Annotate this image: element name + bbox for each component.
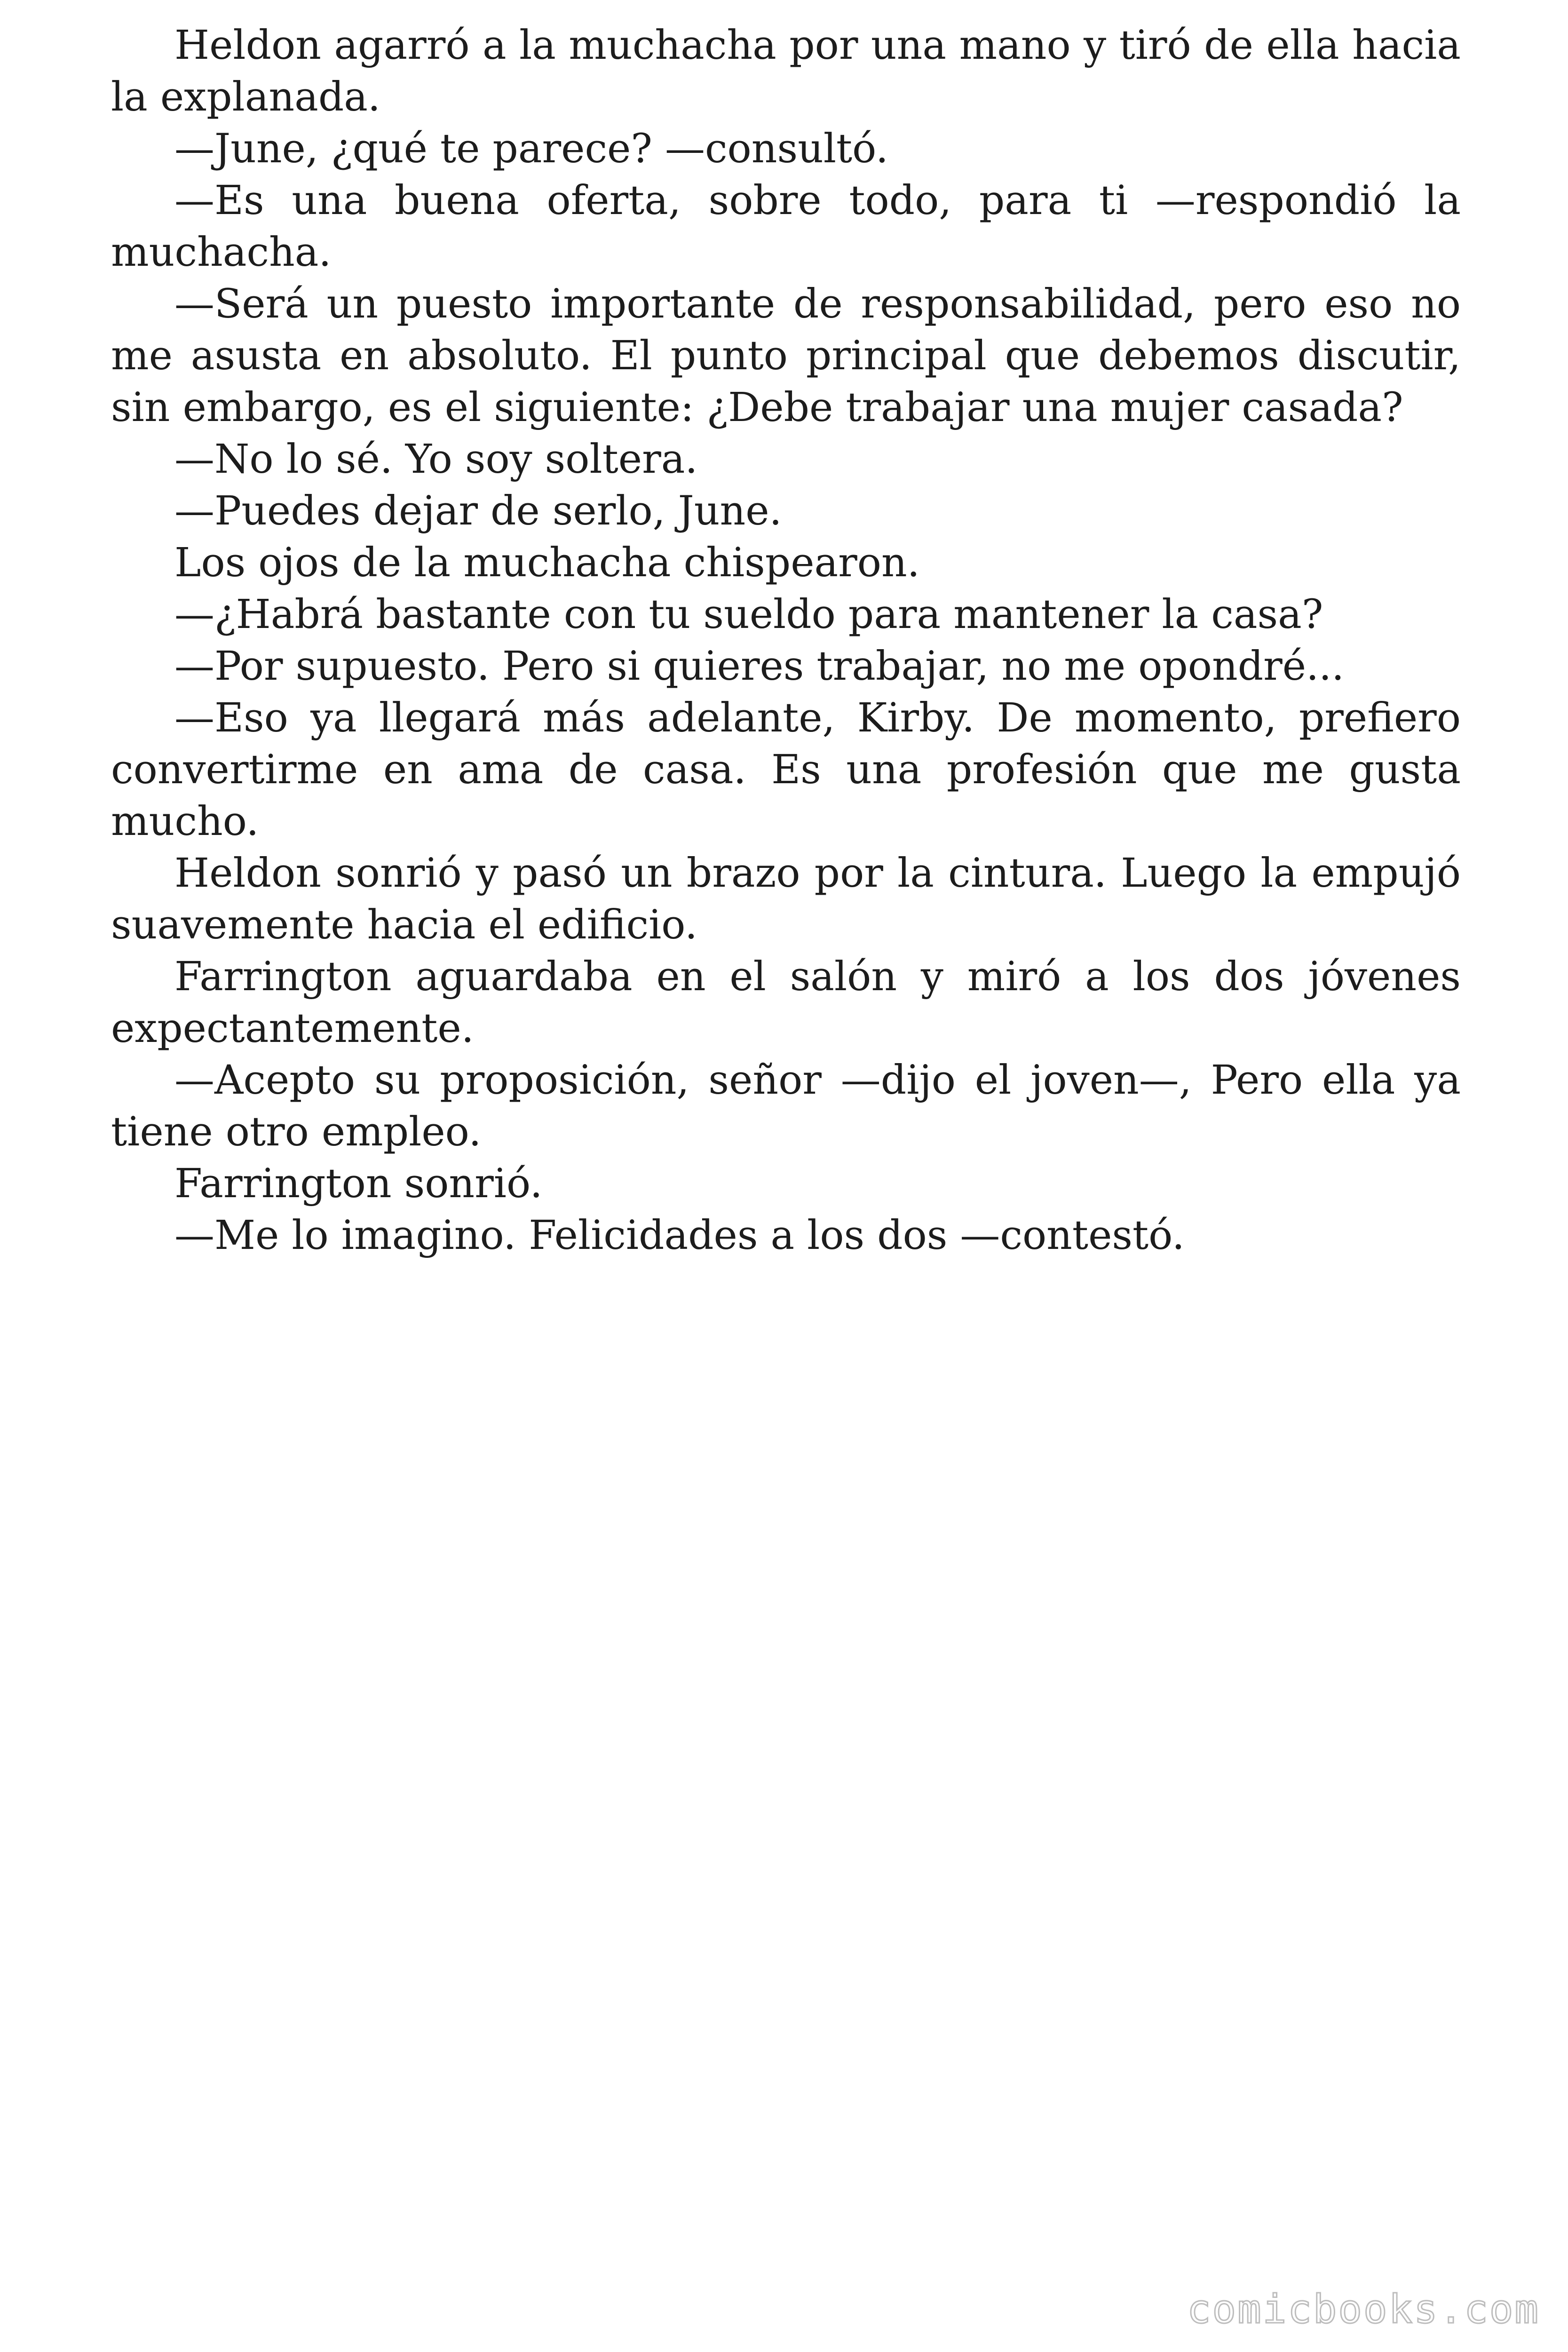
paragraph: —June, ¿qué te parece? —consultó. [174, 126, 888, 172]
paragraph: —Será un puesto importante de responsabilidad, pero eso no me asusta en absoluto. El punto principal que debemos discutir, sin embargo, es el siguiente: ¿Debe trabajar una mujer casada? [111, 281, 1461, 431]
paragraph: Farrington aguardaba en el salón y miró a los dos jóvenes expectantemente. [111, 954, 1461, 1052]
paragraph: Farrington sonrió. [174, 1160, 543, 1207]
page-body [111, 20, 1461, 1262]
paragraph: —Puedes dejar de serlo, June. [174, 488, 782, 534]
watermark: comicbooks.com [1187, 2286, 1540, 2332]
paragraph: Heldon agarró a la muchacha por una mano y tiró de ella hacia la explanada. [111, 22, 1461, 120]
paragraph: —¿Habrá bastante con tu sueldo para mantener la casa? [174, 591, 1323, 638]
paragraph: Heldon sonrió y pasó un brazo por la cintura. Luego la empujó suavemente hacia el edificio. [111, 850, 1461, 948]
paragraph: —Eso ya llegará más adelante, Kirby. De momento, prefiero convertirme en ama de casa. Es una profesión que me gusta mucho. [111, 695, 1461, 845]
paragraph: —Por supuesto. Pero si quieres trabajar, no me opondré... [174, 643, 1345, 690]
paragraph: —Acepto su proposición, señor —dijo el joven—, Pero ella ya tiene otro empleo. [111, 1057, 1461, 1155]
paragraph: Los ojos de la muchacha chispearon. [174, 540, 920, 586]
paragraph: —Me lo imagino. Felicidades a los dos —contestó. [174, 1212, 1185, 1259]
paragraph: —No lo sé. Yo soy soltera. [174, 436, 698, 483]
paragraph: —Es una buena oferta, sobre todo, para ti —respondió la muchacha. [111, 177, 1461, 276]
